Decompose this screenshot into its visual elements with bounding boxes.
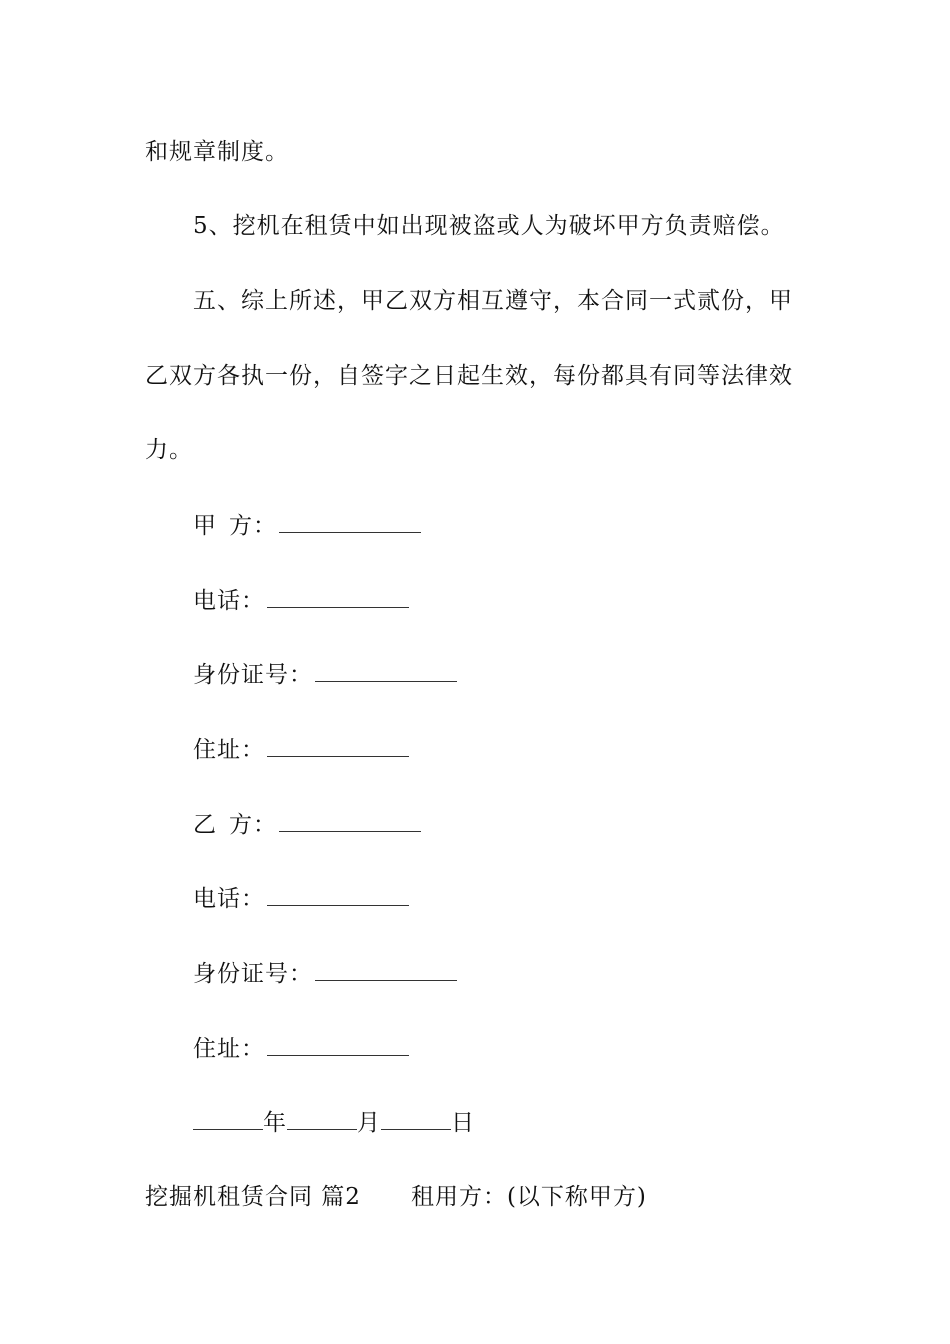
party-b-label: 乙: [193, 812, 217, 838]
paragraph-line: 和规章制度。: [145, 139, 289, 165]
year-blank: [193, 1107, 263, 1130]
month-blank: [287, 1107, 357, 1130]
party-b-address-blank: [267, 1033, 409, 1056]
party-a-address-row: [193, 734, 409, 765]
clause-five-line-2: 乙双方各执一份，自签字之日起生效，每份都具有同等法律效: [145, 363, 793, 389]
contract-title: 挖掘机租赁合同 篇2: [145, 1184, 361, 1210]
party-a-blank: [279, 510, 421, 533]
party-b-address-label: 住址：: [193, 1036, 265, 1062]
lessee-label: 租用方：(以下称甲方): [410, 1184, 647, 1210]
party-a-address-label: 住址：: [193, 737, 265, 763]
party-b-address-row: [193, 1033, 409, 1064]
party-b-id-blank: [315, 958, 457, 981]
day-blank: [381, 1107, 451, 1130]
party-a-id-blank: [315, 659, 457, 682]
party-b-phone-row: [193, 883, 409, 914]
party-a-id-row: [193, 659, 457, 690]
date-row: [193, 1107, 475, 1138]
party-a-label-suffix: 方：: [229, 513, 277, 539]
party-a-phone-label: 电话：: [193, 588, 265, 614]
year-label: 年: [263, 1110, 287, 1136]
party-b-phone-label: 电话：: [193, 886, 265, 912]
party-b-phone-blank: [267, 883, 409, 906]
clause-5: 5、挖机在租赁中如出现被盗或人为破坏甲方负责赔偿。: [193, 213, 785, 239]
day-label: 日: [451, 1110, 475, 1136]
party-a-id-label: 身份证号：: [193, 662, 313, 688]
party-b-row: [193, 809, 421, 840]
party-b-id-label: 身份证号：: [193, 961, 313, 987]
party-b-id-row: [193, 958, 457, 989]
next-contract-heading-row: [145, 1182, 647, 1212]
month-label: 月: [357, 1110, 381, 1136]
party-b-label-suffix: 方：: [229, 812, 277, 838]
party-b-blank: [279, 809, 421, 832]
party-a-phone-row: [193, 585, 409, 616]
party-a-address-blank: [267, 734, 409, 757]
party-a-phone-blank: [267, 585, 409, 608]
party-a-row: [193, 510, 421, 541]
party-a-label: 甲: [193, 513, 217, 539]
clause-five-line-1: 五、综上所述，甲乙双方相互遵守，本合同一式贰份，甲: [193, 288, 793, 314]
clause-five-line-3: 力。: [145, 437, 193, 463]
